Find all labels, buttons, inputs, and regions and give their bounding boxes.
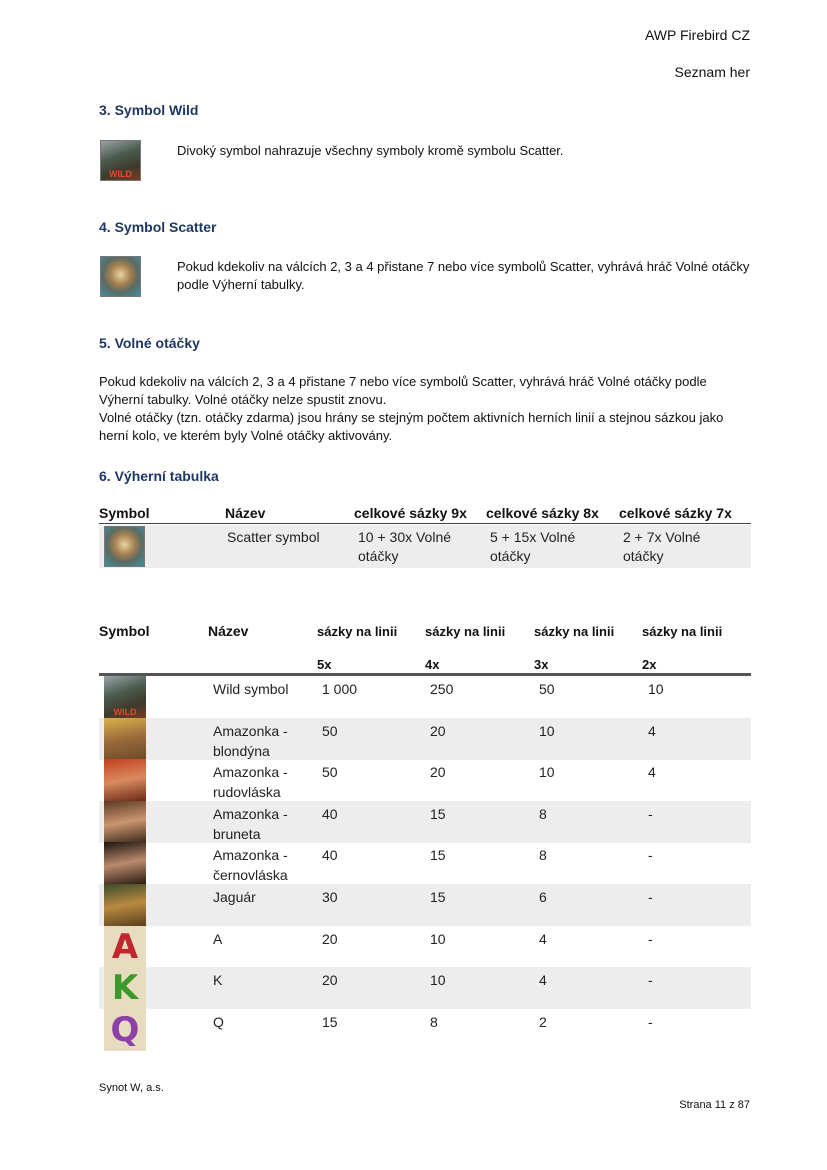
scatter-symbol-icon (104, 526, 145, 567)
col-4x: sázky na linii (425, 624, 506, 639)
col-name: Název (225, 505, 266, 521)
table-row (99, 676, 751, 718)
cell-5x: 20 (322, 972, 338, 989)
cell-4x: 10 (430, 930, 446, 947)
sub-5x: 5x (317, 657, 332, 672)
sub-3x: 3x (534, 657, 549, 672)
sub-4x: 4x (425, 657, 440, 672)
table-row (99, 1009, 751, 1051)
brunette-amazon-icon (104, 801, 146, 843)
cell-3x: 4 (539, 972, 547, 989)
cell-5x: 1 000 (322, 681, 358, 697)
col-symbol: Symbol (99, 505, 150, 521)
cell-7x: 2 + 7x Volné otáčky (623, 529, 701, 564)
cell-8x: 5 + 15x Volné otáčky (490, 529, 576, 564)
cell-2x: - (648, 847, 653, 864)
cell-5x: 50 (322, 722, 338, 739)
cell-2x: 10 (648, 681, 664, 697)
cell-name: Wild symbol (213, 681, 289, 697)
col-total-8x: celkové sázky 8x (486, 505, 599, 521)
header-subtitle: Seznam her (674, 64, 750, 80)
letter-a-icon: A (104, 926, 146, 968)
wild-icon-label: WILD (113, 707, 137, 717)
letter-k-icon: K (104, 967, 146, 1009)
wild-symbol-icon (100, 140, 141, 181)
cell-2x: - (648, 805, 653, 822)
cell-4x: 20 (430, 764, 446, 781)
table-row (99, 759, 751, 801)
cell-4x: 8 (430, 1013, 438, 1030)
col-total-7x: celkové sázky 7x (619, 505, 732, 521)
col-total-9x: celkové sázky 9x (354, 505, 467, 521)
cell-2x: - (648, 930, 653, 947)
cell-3x: 2 (539, 1013, 547, 1030)
cell-name: Amazonka - bruneta (213, 805, 288, 842)
cell-3x: 8 (539, 805, 547, 822)
free-spins-paragraph-1: Pokud kdekoliv na válcích 2, 3 a 4 přistane 7 nebo více symbolů Scatter, vyhrává hráč Volné otáčky podle Výherní tabulky. Volné otáčky nelze spustit znovu. (99, 374, 707, 407)
cell-name: A (213, 930, 223, 947)
cell-3x: 10 (539, 722, 555, 739)
table-divider (99, 523, 751, 524)
cell-name: Amazonka - rudovláska (213, 764, 288, 801)
cell-5x: 20 (322, 930, 338, 947)
header-title: AWP Firebird CZ (644, 27, 750, 43)
letter-q-icon: Q (104, 1009, 146, 1051)
footer-company: Synot W, a.s. (99, 1082, 164, 1094)
cell-3x: 10 (539, 764, 555, 781)
cell-4x: 15 (430, 847, 446, 864)
cell-5x: 50 (322, 764, 338, 781)
cell-name: Amazonka - blondýna (213, 722, 288, 759)
cell-name: Q (213, 1013, 224, 1030)
col-3x: sázky na linii (534, 624, 615, 639)
cell-4x: 15 (430, 889, 446, 905)
cell-2x: 4 (648, 722, 656, 739)
col-2x: sázky na linii (642, 624, 723, 639)
cell-3x: 4 (539, 930, 547, 947)
sub-2x: 2x (642, 657, 657, 672)
footer-page-number: Strana 11 z 87 (679, 1099, 750, 1111)
cell-4x: 250 (430, 681, 454, 697)
col-5x: sázky na linii (317, 624, 398, 639)
wild-icon-label: WILD (109, 169, 132, 179)
cell-3x: 6 (539, 889, 547, 905)
table-row (99, 718, 751, 760)
cell-4x: 20 (430, 722, 446, 739)
section-free-spins-heading: 5. Volné otáčky (99, 335, 200, 351)
cell-5x: 40 (322, 805, 338, 822)
cell-5x: 15 (322, 1013, 338, 1030)
cell-4x: 15 (430, 805, 446, 822)
cell-name: Scatter symbol (227, 529, 320, 545)
cell-name: Amazonka - černovláska (213, 847, 288, 884)
cell-2x: - (648, 972, 653, 989)
wild-description: Divoký symbol nahrazuje všechny symboly kromě symbolu Scatter. (177, 143, 564, 158)
col-name: Název (208, 623, 249, 639)
jaguar-icon (104, 884, 146, 926)
scatter-symbol-icon (100, 256, 141, 297)
wild-symbol-icon (104, 676, 146, 718)
cell-5x: 40 (322, 847, 338, 864)
cell-2x: - (648, 889, 653, 905)
redhead-amazon-icon (104, 759, 146, 801)
table-row (99, 842, 751, 884)
cell-name: Jaguár (213, 889, 256, 905)
cell-2x: - (648, 1013, 653, 1030)
cell-9x: 10 + 30x Volné otáčky (358, 529, 452, 564)
free-spins-paragraph-2: Volné otáčky (tzn. otáčky zdarma) jsou hrány se stejným počtem aktivních herních linií a stejnou sázkou jako herní kolo, ve kterém byly Volné otáčky aktivovány. (99, 410, 724, 443)
cell-4x: 10 (430, 972, 446, 989)
section-wild-heading: 3. Symbol Wild (99, 102, 199, 118)
blonde-amazon-icon (104, 718, 146, 760)
col-symbol: Symbol (99, 623, 150, 639)
table-row (99, 926, 751, 968)
table-row (99, 801, 751, 843)
scatter-description: Pokud kdekoliv na válcích 2, 3 a 4 přistane 7 nebo více symbolů Scatter, vyhrává hráč Volné otáčky podle Výherní tabulky. (177, 259, 750, 292)
section-paytable-heading: 6. Výherní tabulka (99, 468, 219, 484)
section-scatter-heading: 4. Symbol Scatter (99, 219, 217, 235)
black-haired-amazon-icon (104, 842, 146, 884)
table-row (99, 884, 751, 926)
cell-3x: 8 (539, 847, 547, 864)
table-row (99, 967, 751, 1009)
cell-5x: 30 (322, 889, 338, 905)
cell-3x: 50 (539, 681, 555, 697)
cell-2x: 4 (648, 764, 656, 781)
cell-name: K (213, 972, 223, 989)
